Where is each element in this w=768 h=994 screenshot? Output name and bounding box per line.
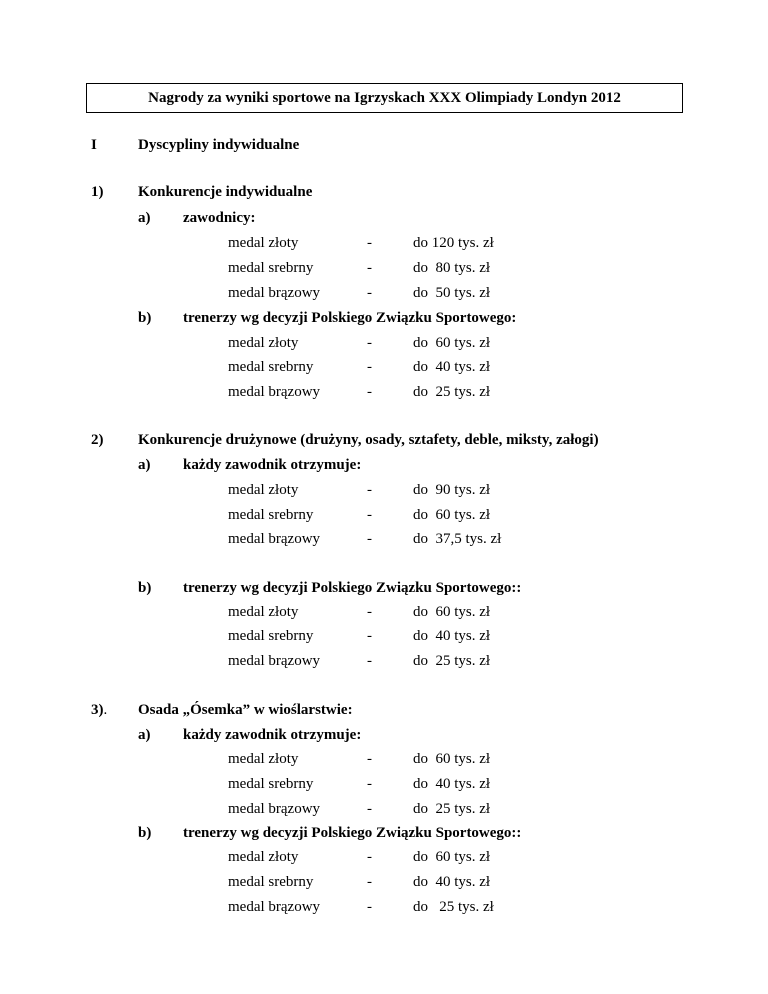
prize-amount: do 60 tys. zł xyxy=(413,335,491,351)
item-heading: zawodnicy: xyxy=(183,210,256,226)
dash: - xyxy=(367,260,372,276)
medal-label: medal srebrny xyxy=(228,359,314,375)
dash: - xyxy=(367,335,372,351)
section-heading: Dyscypliny indywidualne xyxy=(138,137,300,153)
dash: - xyxy=(367,653,372,669)
subsection-heading: Osada „Ósemka” w wioślarstwie: xyxy=(138,702,353,718)
dash: - xyxy=(367,235,372,251)
prize-amount: do 40 tys. zł xyxy=(413,874,491,890)
prize-amount: do 60 tys. zł xyxy=(413,751,491,767)
prize-amount: do 25 tys. zł xyxy=(413,653,491,669)
dash: - xyxy=(367,751,372,767)
medal-label: medal srebrny xyxy=(228,260,314,276)
section-number: I xyxy=(91,137,97,153)
dash: - xyxy=(367,776,372,792)
medal-label: medal brązowy xyxy=(228,899,321,915)
dash: - xyxy=(367,604,372,620)
medal-label: medal brązowy xyxy=(228,384,321,400)
prize-amount: do 37,5 tys. zł xyxy=(413,531,502,547)
dash: - xyxy=(367,899,372,915)
item-heading: trenerzy wg decyzji Polskiego Związku Sportowego:: xyxy=(183,580,522,596)
prize-amount: do 80 tys. zł xyxy=(413,260,491,276)
subsection-heading: Konkurencje indywidualne xyxy=(138,184,313,200)
item-heading: trenerzy wg decyzji Polskiego Związku Sportowego: xyxy=(183,310,517,326)
item-heading: każdy zawodnik otrzymuje: xyxy=(183,727,362,743)
item-letter: b) xyxy=(138,825,152,841)
dash: - xyxy=(367,801,372,817)
medal-label: medal złoty xyxy=(228,482,299,498)
dash: - xyxy=(367,285,372,301)
medal-label: medal brązowy xyxy=(228,285,321,301)
dash: - xyxy=(367,507,372,523)
medal-label: medal srebrny xyxy=(228,507,314,523)
dash: - xyxy=(367,359,372,375)
prize-amount: do 120 tys. zł xyxy=(413,235,494,251)
medal-label: medal złoty xyxy=(228,849,299,865)
item-letter: b) xyxy=(138,310,152,326)
prize-amount: do 90 tys. zł xyxy=(413,482,491,498)
item-letter: a) xyxy=(138,457,151,473)
medal-label: medal brązowy xyxy=(228,531,321,547)
medal-label: medal srebrny xyxy=(228,776,314,792)
item-heading: trenerzy wg decyzji Polskiego Związku Sportowego:: xyxy=(183,825,522,841)
medal-label: medal brązowy xyxy=(228,801,321,817)
prize-amount: do 25 tys. zł xyxy=(413,899,494,915)
prize-amount: do 40 tys. zł xyxy=(413,628,491,644)
item-letter: b) xyxy=(138,580,152,596)
dash: - xyxy=(367,874,372,890)
medal-label: medal srebrny xyxy=(228,628,314,644)
prize-amount: do 60 tys. zł xyxy=(413,507,491,523)
prize-amount: do 60 tys. zł xyxy=(413,604,491,620)
medal-label: medal złoty xyxy=(228,751,299,767)
subsection-number: 1) xyxy=(91,184,104,200)
dash: - xyxy=(367,531,372,547)
medal-label: medal złoty xyxy=(228,335,299,351)
dash: - xyxy=(367,849,372,865)
dash: - xyxy=(367,384,372,400)
subsection-number: 3). xyxy=(91,702,108,718)
prize-amount: do 25 tys. zł xyxy=(413,801,491,817)
dash: - xyxy=(367,628,372,644)
prize-amount: do 25 tys. zł xyxy=(413,384,491,400)
prize-amount: do 60 tys. zł xyxy=(413,849,491,865)
subsection-heading: Konkurencje drużynowe (drużyny, osady, sztafety, deble, miksty, załogi) xyxy=(138,432,599,448)
item-heading: każdy zawodnik otrzymuje: xyxy=(183,457,362,473)
prize-amount: do 40 tys. zł xyxy=(413,359,491,375)
medal-label: medal złoty xyxy=(228,235,299,251)
document-title: Nagrody za wyniki sportowe na Igrzyskach XXX Olimpiady Londyn 2012 xyxy=(86,83,683,113)
item-letter: a) xyxy=(138,210,151,226)
dash: - xyxy=(367,482,372,498)
prize-amount: do 50 tys. zł xyxy=(413,285,491,301)
prize-amount: do 40 tys. zł xyxy=(413,776,491,792)
medal-label: medal złoty xyxy=(228,604,299,620)
subsection-number: 2) xyxy=(91,432,104,448)
medal-label: medal srebrny xyxy=(228,874,314,890)
item-letter: a) xyxy=(138,727,151,743)
medal-label: medal brązowy xyxy=(228,653,321,669)
